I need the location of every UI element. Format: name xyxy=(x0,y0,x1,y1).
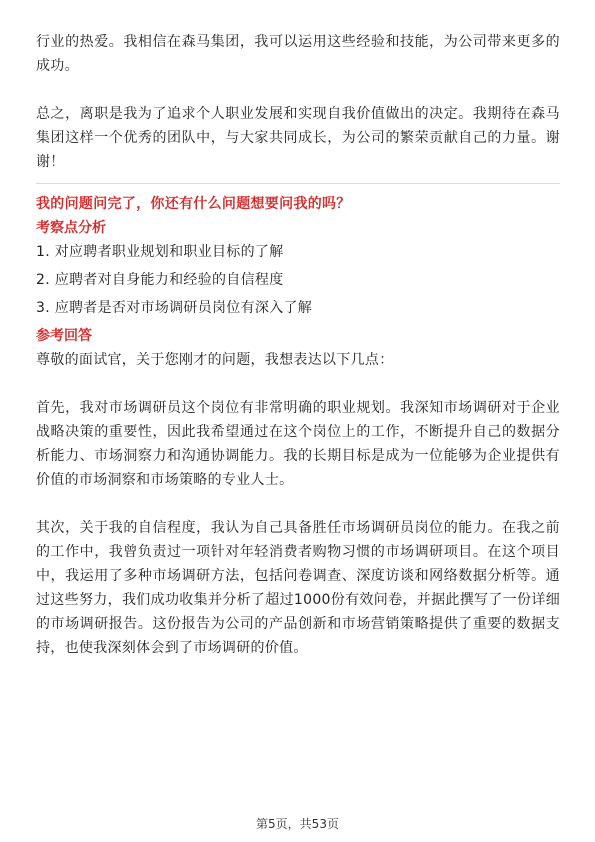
answer-paragraph-1: 首先，我对市场调研员这个岗位有非常明确的职业规划。我深知市场调研对于企业战略决策的重要性，因此我希望通过在这个岗位上的工作，不断提升自己的数据分析能力、市场洞察力和沟通协调能力。我的长期目标是成为一位能够为企业提供有价值的市场洞察和市场策略的专业人士。 xyxy=(36,400,560,488)
answer-label: 参考回答 xyxy=(36,328,92,344)
paragraph-gap xyxy=(36,372,560,396)
interview-question: 我的问题问完了，你还有什么问题想要问我的吗？ xyxy=(36,196,351,212)
paragraph-gap xyxy=(36,78,560,102)
paragraph-conclusion: 总之，离职是我为了追求个人职业发展和实现自我价值做出的决定。我期待在森马集团这样一个优秀的团队中，与大家共同成长，为公司的繁荣贡献自己的力量。谢谢！ xyxy=(36,106,560,170)
analysis-item-3: 3. 应聘者是否对市场调研员岗位有深入了解 xyxy=(36,300,313,316)
answer-paragraph-2: 其次，关于我的自信程度，我认为自己具备胜任市场调研员岗位的能力。在我之前的工作中，我曾负责过一项针对年轻消费者购物习惯的市场调研项目。在这个项目中，我运用了多种市场调研方法，包括问卷调查、深度访谈和网络数据分析等。通过这些努力，我们成功收集并分析了超过1000份有效问卷，并据此撰写了一份详细的市场调研报告。这份报告为公司的产品创新和市场营销策略提供了重要的数据支持，也使我深刻体会到了市场调研的价值。 xyxy=(36,520,560,656)
analysis-item-1: 1. 对应聘者职业规划和职业目标的了解 xyxy=(36,244,284,260)
analysis-label: 考察点分析 xyxy=(36,220,106,236)
section-divider xyxy=(36,183,560,184)
paragraph-continuation: 行业的热爱。我相信在森马集团，我可以运用这些经验和技能，为公司带来更多的成功。 xyxy=(36,34,560,74)
document-page xyxy=(36,30,560,660)
analysis-item-2: 2. 应聘者对自身能力和经验的自信程度 xyxy=(36,272,284,288)
paragraph-gap xyxy=(36,492,560,516)
answer-greeting: 尊敬的面试官，关于您刚才的问题，我想表达以下几点： xyxy=(36,352,394,368)
analysis-list xyxy=(36,240,560,320)
page-number: 第5页，共53页 xyxy=(256,817,339,831)
